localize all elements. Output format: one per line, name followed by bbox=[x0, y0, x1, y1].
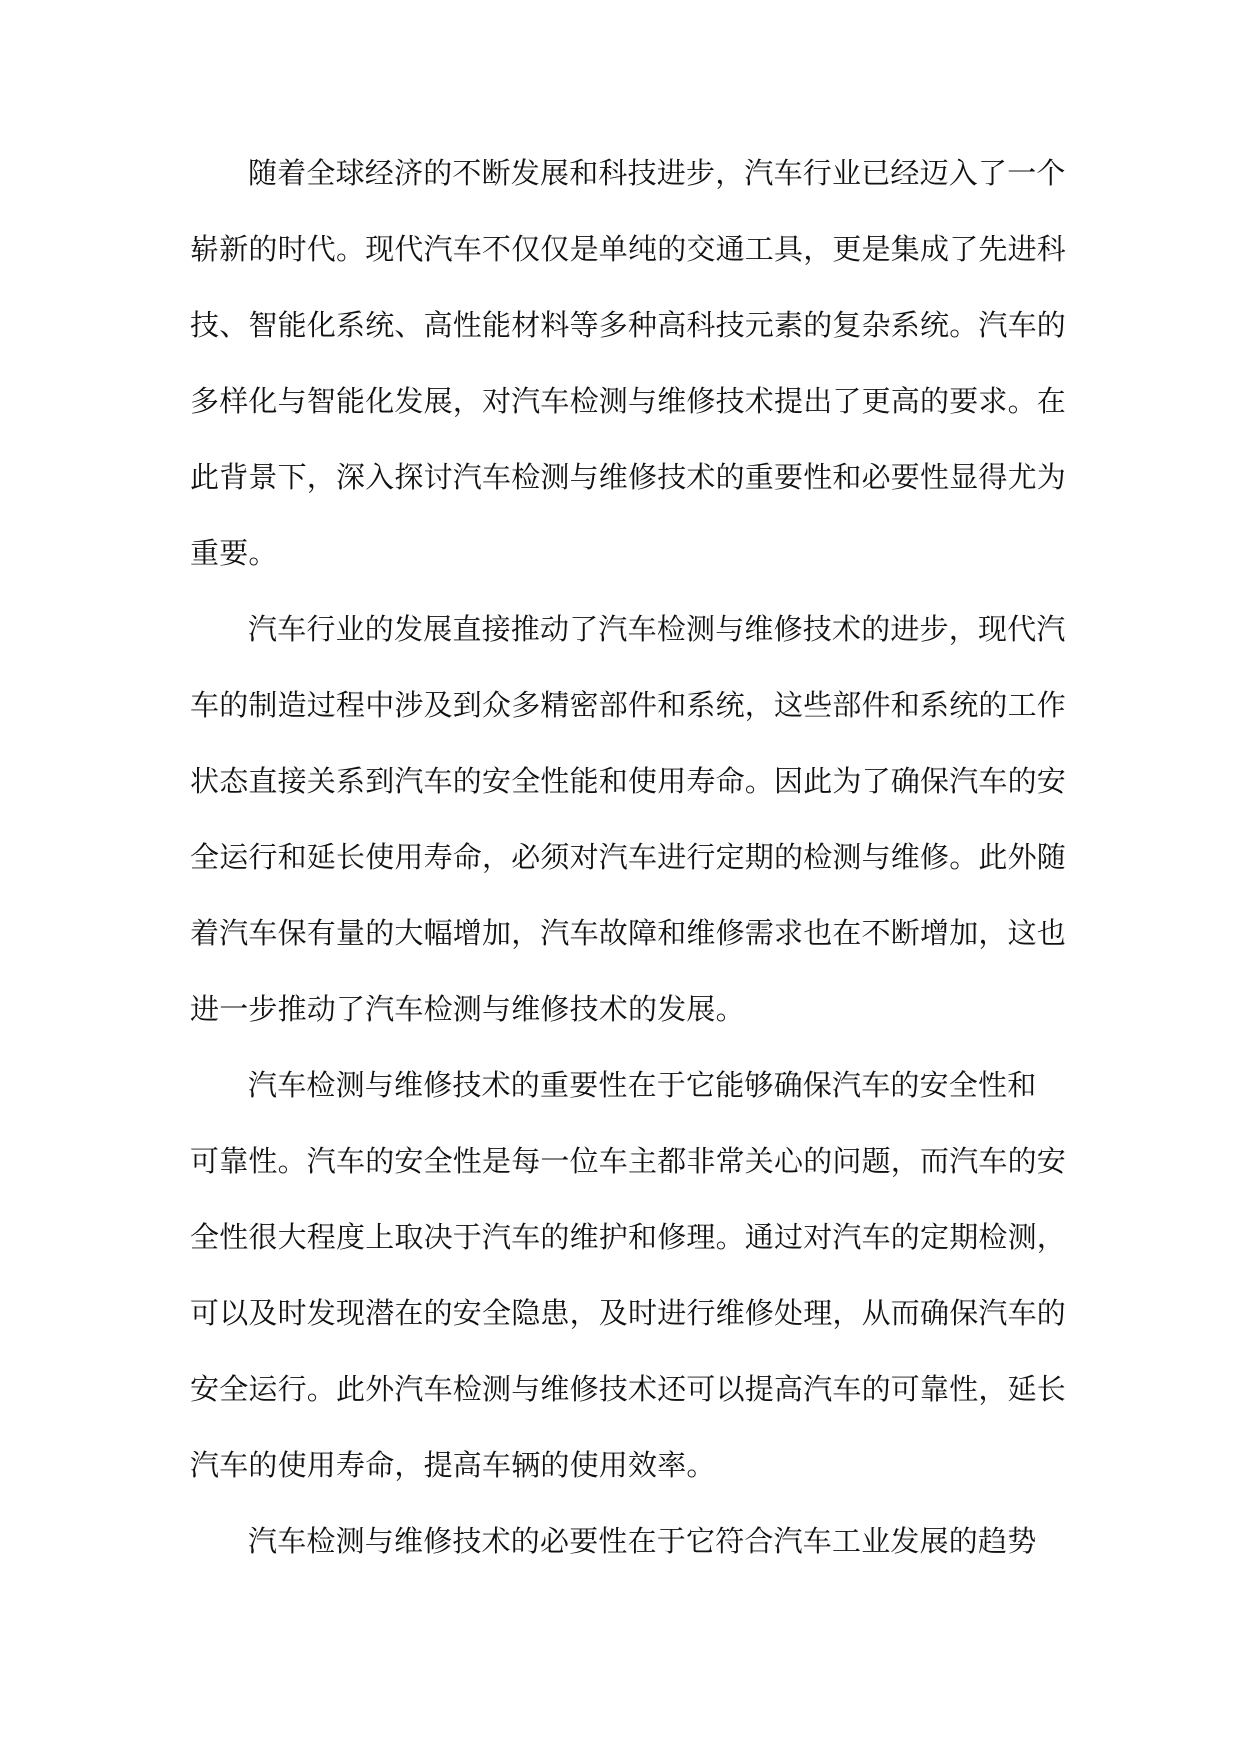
paragraph-2-line-6: 进一步推动了汽车检测与维修技术的发展。 bbox=[190, 992, 745, 1026]
paragraph-2-line-5: 着汽车保有量的大幅增加，汽车故障和维修需求也在不断增加，这也 bbox=[190, 916, 1067, 950]
paragraph-1-line-3: 技、智能化系统、高性能材料等多种高科技元素的复杂系统。汽车的 bbox=[190, 308, 1067, 342]
paragraph-3-line-2: 可靠性。汽车的安全性是每一位车主都非常关心的问题，而汽车的安 bbox=[190, 1144, 1067, 1178]
paragraph-2-line-3: 状态直接关系到汽车的安全性能和使用寿命。因此为了确保汽车的安 bbox=[190, 764, 1067, 798]
paragraph-3-line-3: 全性很大程度上取决于汽车的维护和修理。通过对汽车的定期检测， bbox=[190, 1220, 1067, 1254]
paragraph-4-line-1: 汽车检测与维修技术的必要性在于它符合汽车工业发展的趋势 bbox=[248, 1524, 1037, 1558]
paragraph-1-line-6: 重要。 bbox=[190, 536, 278, 570]
paragraph-3-line-4: 可以及时发现潜在的安全隐患，及时进行维修处理，从而确保汽车的 bbox=[190, 1296, 1067, 1330]
paragraph-2-line-1: 汽车行业的发展直接推动了汽车检测与维修技术的进步，现代汽 bbox=[248, 612, 1066, 646]
document-body bbox=[190, 135, 1070, 1579]
paragraph-1-line-2: 崭新的时代。现代汽车不仅仅是单纯的交通工具，更是集成了先进科 bbox=[190, 232, 1067, 266]
paragraph-1-line-1: 随着全球经济的不断发展和科技进步，汽车行业已经迈入了一个 bbox=[248, 156, 1066, 190]
paragraph-2-line-4: 全运行和延长使用寿命，必须对汽车进行定期的检测与维修。此外随 bbox=[190, 840, 1067, 874]
paragraph-3-line-6: 汽车的使用寿命，提高车辆的使用效率。 bbox=[190, 1448, 716, 1482]
paragraph-3-line-1: 汽车检测与维修技术的重要性在于它能够确保汽车的安全性和 bbox=[248, 1068, 1037, 1102]
paragraph-1-line-5: 此背景下，深入探讨汽车检测与维修技术的重要性和必要性显得尤为 bbox=[190, 460, 1067, 494]
paragraph-1-line-4: 多样化与智能化发展，对汽车检测与维修技术提出了更高的要求。在 bbox=[190, 384, 1067, 418]
paragraph-2-line-2: 车的制造过程中涉及到众多精密部件和系统，这些部件和系统的工作 bbox=[190, 688, 1067, 722]
paragraph-3-line-5: 安全运行。此外汽车检测与维修技术还可以提高汽车的可靠性，延长 bbox=[190, 1372, 1067, 1406]
